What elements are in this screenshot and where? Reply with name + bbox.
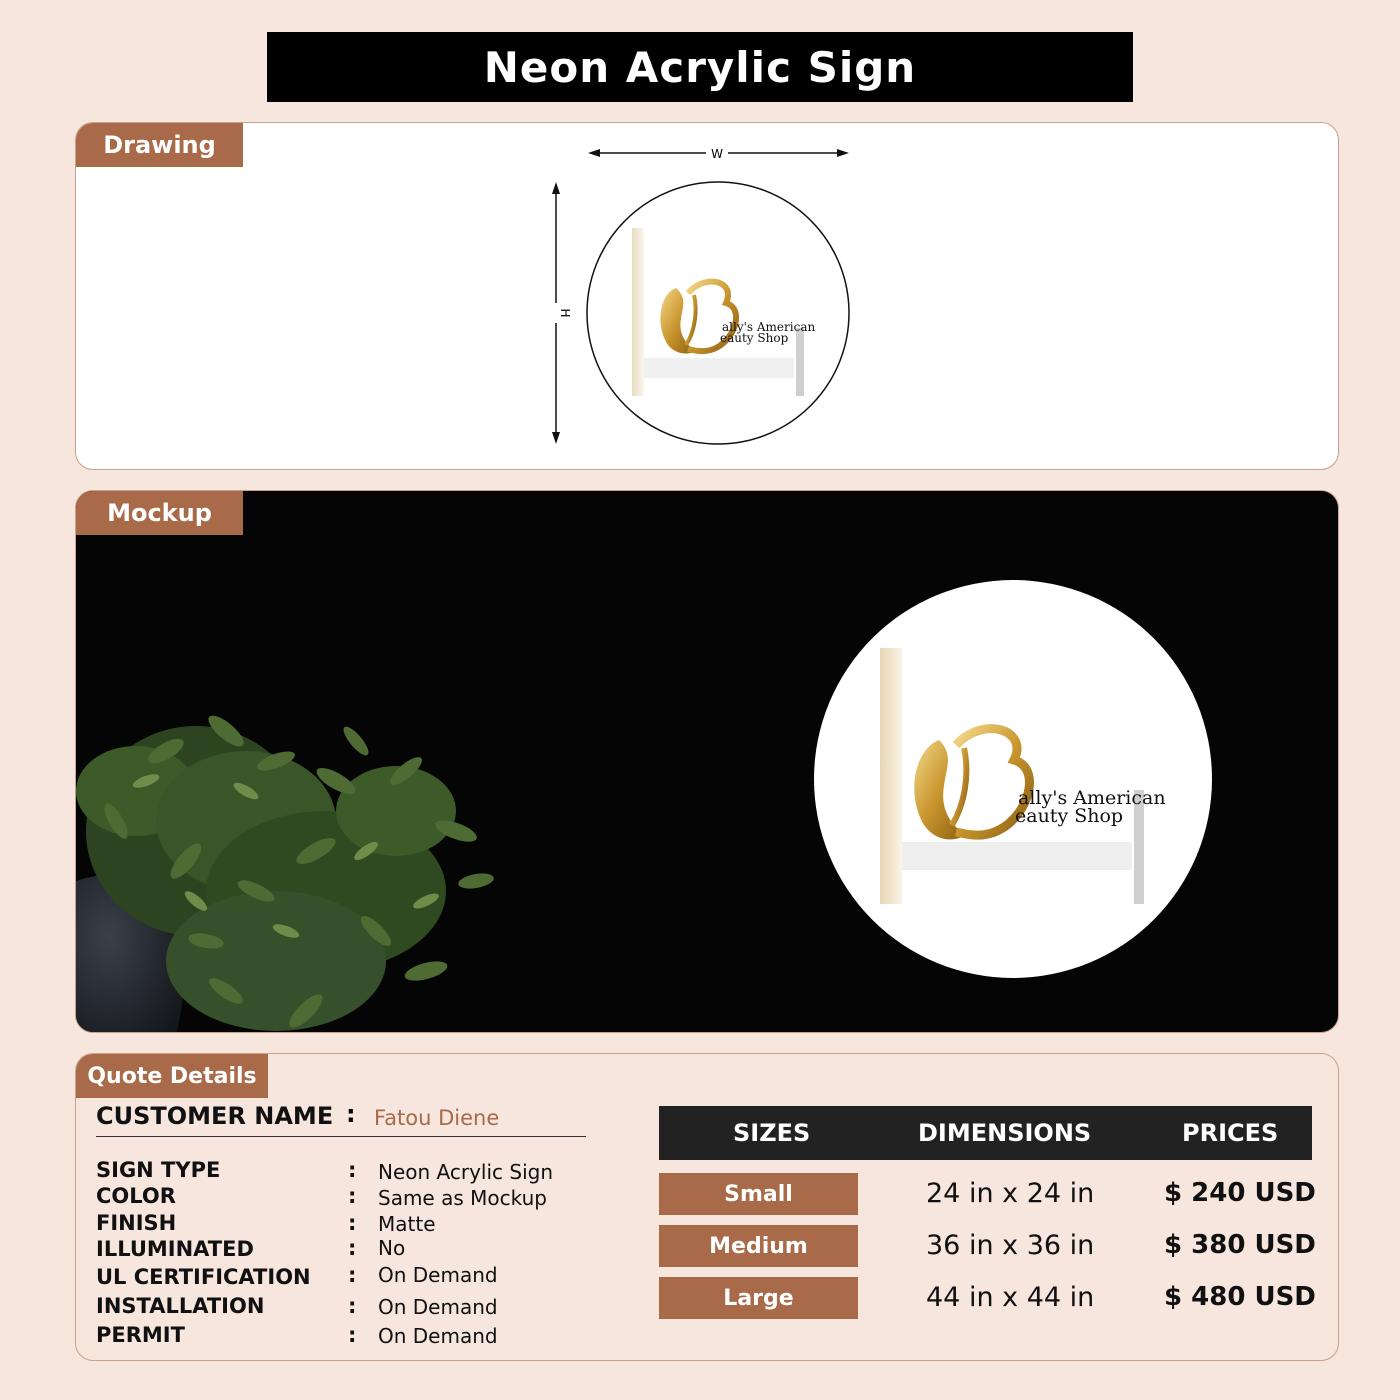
spec-colon: : [348,1294,357,1318]
spec-value: On Demand [378,1324,498,1348]
price-small: $ 240 USD [1164,1178,1316,1208]
size-small-button[interactable]: Small [659,1173,858,1215]
plant-image [76,701,496,1033]
spec-value: Same as Mockup [378,1186,547,1210]
spec-colon: : [348,1263,357,1287]
header-sizes: SIZES [733,1119,811,1147]
drawing-tab: Drawing [76,123,243,167]
page-title: Neon Acrylic Sign [267,32,1133,102]
spec-colon: : [348,1184,357,1208]
svg-text:eauty Shop: eauty Shop [1015,805,1124,827]
spec-colon: : [348,1211,357,1235]
spec-value: Matte [378,1212,436,1236]
spec-label: COLOR [96,1184,176,1208]
spec-label: INSTALLATION [96,1294,265,1318]
dimensions-large: 44 in x 44 in [926,1282,1095,1313]
spec-colon: : [348,1158,357,1182]
spec-label: UL CERTIFICATION [96,1265,311,1289]
customer-colon: : [346,1100,356,1128]
price-large: $ 480 USD [1164,1282,1316,1312]
size-large-button[interactable]: Large [659,1277,858,1319]
spec-value: On Demand [378,1263,498,1287]
height-label: H [558,308,572,318]
svg-text:ally's American: ally's American [1018,787,1166,809]
spec-label: FINISH [96,1211,177,1235]
customer-name-label: CUSTOMER NAME [96,1102,334,1130]
header-prices: PRICES [1182,1119,1279,1147]
dimensions-medium: 36 in x 36 in [926,1230,1095,1261]
price-table-header [659,1106,1312,1160]
spec-colon: : [348,1323,357,1347]
mockup-logo [814,580,1212,978]
height-arrow [552,182,572,444]
drawing-panel [75,122,1339,470]
price-medium: $ 380 USD [1164,1230,1316,1260]
svg-text:ally's American: ally's American [722,320,816,334]
spec-label: ILLUMINATED [96,1237,254,1261]
mockup-panel [75,490,1339,1033]
svg-text:eauty Shop: eauty Shop [720,331,789,345]
spec-label: SIGN TYPE [96,1158,221,1182]
size-medium-button[interactable]: Medium [659,1225,858,1267]
spec-label: PERMIT [96,1323,185,1347]
width-label: W [711,147,723,161]
quote-panel [75,1053,1339,1361]
dimension-drawing [76,123,1339,470]
mockup-tab: Mockup [76,491,243,535]
spec-colon: : [348,1236,357,1260]
quote-tab: Quote Details [76,1054,268,1098]
spec-value: No [378,1236,406,1260]
spec-value: Neon Acrylic Sign [378,1160,554,1184]
customer-underline [96,1136,586,1137]
header-dimensions: DIMENSIONS [918,1119,1092,1147]
customer-name-value: Fatou Diene [374,1106,500,1130]
sign-outline [587,182,849,444]
width-arrow [588,147,849,161]
spec-value: On Demand [378,1295,498,1319]
dimensions-small: 24 in x 24 in [926,1178,1095,1209]
